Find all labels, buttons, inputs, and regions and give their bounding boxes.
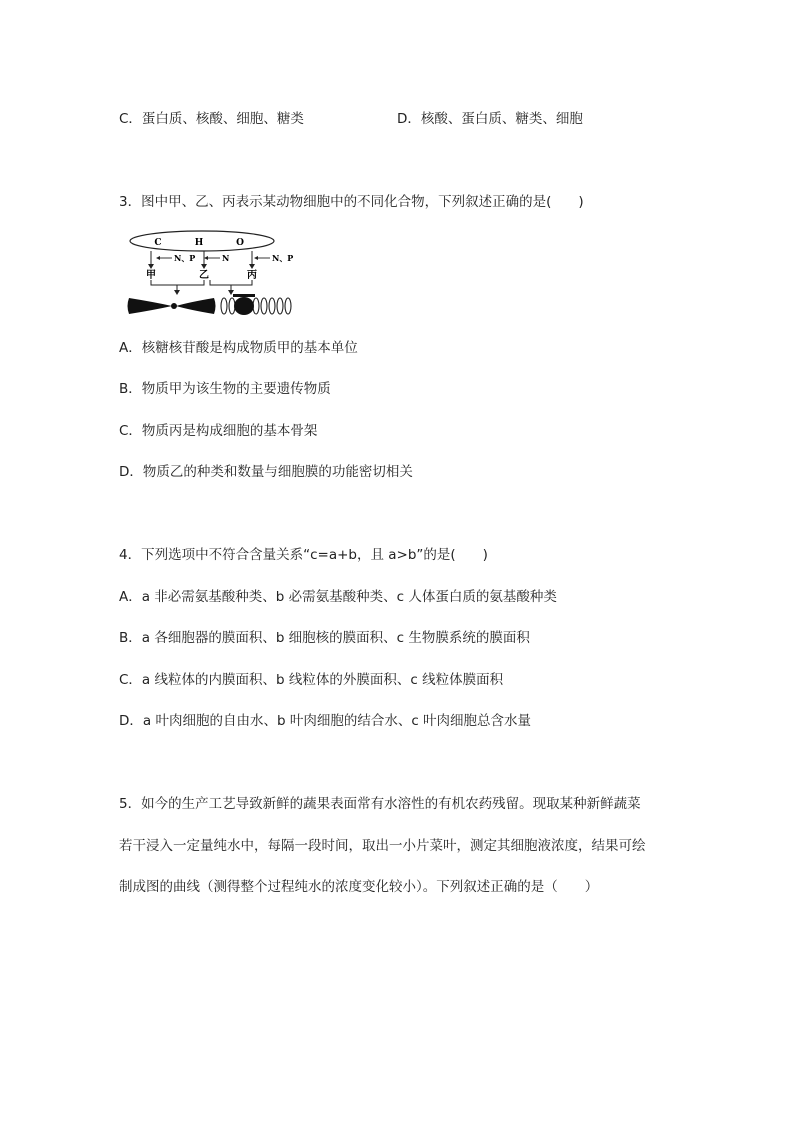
np-arrowhead-right <box>254 256 258 260</box>
q4-stem: 4．下列选项中不符合含量关系“c=a+b，且 a>b”的是( ) <box>119 547 488 563</box>
n-arrowhead <box>204 256 208 260</box>
q3-option-c: C．物质丙是构成细胞的基本骨架 <box>119 423 318 439</box>
arrowhead-yi <box>201 264 207 269</box>
arrowhead-jia <box>148 264 154 269</box>
compound-yi: 乙 <box>199 270 209 281</box>
q4-option-c: C．a 线粒体的内膜面积、b 线粒体的外膜面积、c 线粒体膜面积 <box>119 672 504 688</box>
q5-line-3: 制成图的曲线（测得整个过程纯水的浓度变化较小）。下列叙述正确的是（ ） <box>119 879 599 895</box>
label-np-1: N、P <box>174 253 196 263</box>
q5-line-2: 若干浸入一定量纯水中，每隔一段时间，取出一小片菜叶，测定其细胞液浓度，结果可绘 <box>119 838 646 854</box>
q2-option-d: D．核酸、蛋白质、糖类、细胞 <box>397 111 583 127</box>
compound-bing: 丙 <box>247 270 257 281</box>
arrowhead-chromosome <box>174 290 180 295</box>
label-n: N <box>222 253 230 263</box>
q4-option-a: A．a 非必需氨基酸种类、b 必需氨基酸种类、c 人体蛋白质的氨基酸种类 <box>119 589 557 605</box>
bracket-jia-yi <box>151 280 204 285</box>
arrowhead-bing <box>249 264 255 269</box>
element-h: H <box>194 238 204 248</box>
label-np-2: N、P <box>272 253 294 263</box>
q3-option-d: D．物质乙的种类和数量与细胞膜的功能密切相关 <box>119 464 413 480</box>
cell-membrane-icon <box>221 294 291 315</box>
q3-compound-diagram <box>124 226 304 318</box>
element-c: C <box>154 238 162 248</box>
bracket-yi-bing <box>210 280 252 285</box>
chromosome-icon <box>128 298 216 314</box>
q4-option-b: B．a 各细胞器的膜面积、b 细胞核的膜面积、c 生物膜系统的膜面积 <box>119 630 530 646</box>
q3-option-b: B．物质甲为该生物的主要遗传物质 <box>119 381 331 397</box>
q4-option-d: D．a 叶肉细胞的自由水、b 叶肉细胞的结合水、c 叶肉细胞总含水量 <box>119 713 532 729</box>
element-o: O <box>236 238 244 248</box>
q5-line-1: 5．如今的生产工艺导致新鲜的蔬果表面常有水溶性的有机农药残留。现取某种新鲜蔬菜 <box>119 796 641 812</box>
compound-diagram-svg <box>124 226 304 318</box>
q3-option-a: A．核糖核苷酸是构成物质甲的基本单位 <box>119 340 358 356</box>
q3-stem: 3．图中甲、乙、丙表示某动物细胞中的不同化合物，下列叙述正确的是( ) <box>119 194 584 210</box>
q2-option-c: C．蛋白质、核酸、细胞、糖类 <box>119 111 304 127</box>
np-arrowhead-left <box>156 256 160 260</box>
compound-jia: 甲 <box>146 270 156 281</box>
